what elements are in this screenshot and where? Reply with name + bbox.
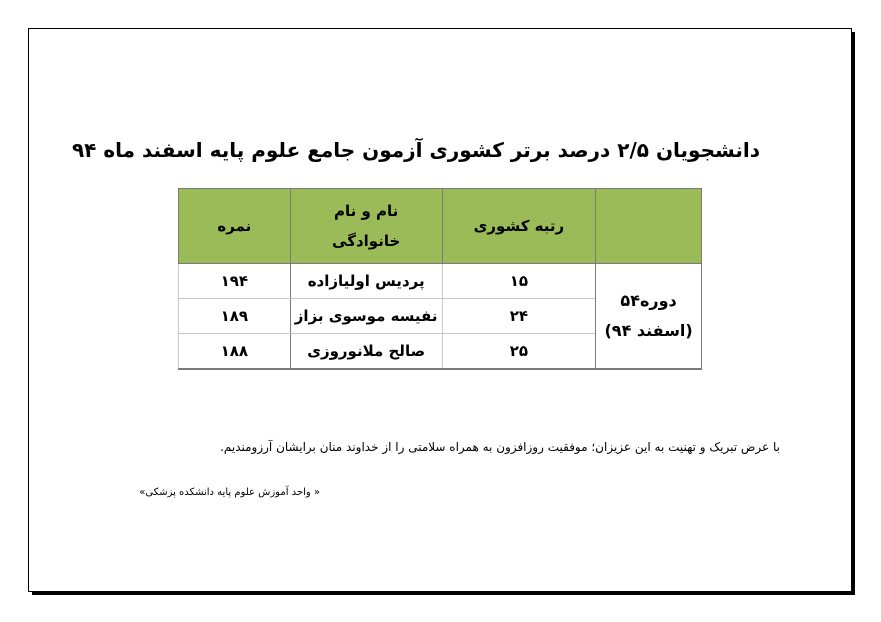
table-row bbox=[179, 264, 702, 299]
rank-cell: ۲۵ bbox=[442, 334, 596, 370]
header-score: نمره bbox=[179, 189, 291, 264]
score-cell: ۱۹۴ bbox=[179, 264, 291, 299]
congratulations-text: با عرض تبریک و تهنیت به این عزیزان؛ موفقیت روزافزون به همراه سلامتی را از خداوند منان برایشان آرزومندیم. bbox=[220, 440, 780, 454]
name-cell: صالح ملانوروزی bbox=[290, 334, 442, 370]
header-period bbox=[596, 189, 702, 264]
table-header-row bbox=[179, 189, 702, 264]
rank-cell: ۱۵ bbox=[442, 264, 596, 299]
header-name bbox=[290, 189, 442, 264]
page-border-shadow-right bbox=[852, 32, 855, 594]
score-cell: ۱۸۹ bbox=[179, 299, 291, 334]
name-cell: نفیسه موسوی بزاز bbox=[290, 299, 442, 334]
header-name-label: نام و نام خانوادگی bbox=[332, 202, 401, 250]
score-cell: ۱۸۸ bbox=[179, 334, 291, 370]
results-table bbox=[178, 188, 702, 370]
issuing-unit: « واحد آموزش علوم پایه دانشکده پزشکی» bbox=[139, 487, 320, 498]
period-date: (اسفند ۹۴) bbox=[604, 321, 693, 340]
period-label: دوره۵۴ bbox=[620, 291, 677, 310]
period-cell bbox=[596, 264, 702, 370]
name-cell: پردیس اولیازاده bbox=[290, 264, 442, 299]
page-border-shadow-bottom bbox=[32, 592, 855, 595]
rank-cell: ۲۴ bbox=[442, 299, 596, 334]
header-rank: رتبه کشوری bbox=[442, 189, 596, 264]
document-title: دانشجویان ۲/۵ درصد برتر کشوری آزمون جامع علوم پایه اسفند ماه ۹۴ bbox=[71, 138, 760, 162]
